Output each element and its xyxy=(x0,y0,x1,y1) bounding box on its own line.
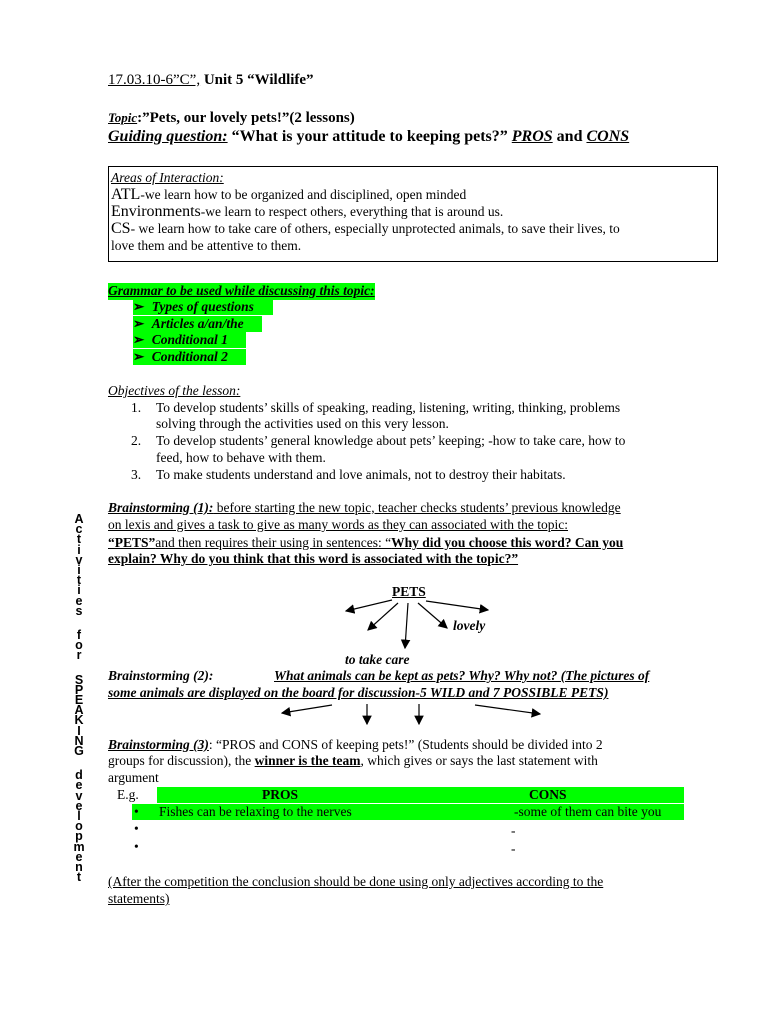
areas-atl-line xyxy=(111,186,715,203)
objective-line-2: solving through the activities used on this very lesson. xyxy=(156,416,449,431)
grammar-item xyxy=(133,316,262,332)
objectives-title: Objectives of the lesson: xyxy=(108,383,241,398)
env-key: Environments xyxy=(111,203,201,220)
header-unit: Unit 5 “Wildlife” xyxy=(200,72,314,88)
side-letter: P xyxy=(74,682,84,697)
brainstorm1-line4: explain? Why do you think that this word is associated with the topic?” xyxy=(108,551,519,566)
side-letter: o xyxy=(75,819,83,834)
topic-line xyxy=(108,110,355,127)
conclusion-line2: statements) xyxy=(108,891,170,906)
guiding-cons: CONS xyxy=(586,128,630,145)
header-line xyxy=(108,72,314,89)
bullet-icon: • xyxy=(134,821,139,836)
brainstorm1-question: Why did you choose this word? Can you xyxy=(391,535,624,550)
side-letter: K xyxy=(74,713,84,728)
con-item: - xyxy=(511,841,516,856)
diagram-to-take-care: to take care xyxy=(345,652,410,667)
cs-key: CS xyxy=(111,220,131,237)
brainstorm3-line3: argument xyxy=(108,770,159,785)
side-letter: e xyxy=(75,798,83,813)
cs-text-1: - we learn how to take care of others, especially unprotected animals, to save their lives, to xyxy=(130,221,620,236)
diagram-lovely: lovely xyxy=(453,618,486,633)
brainstorm3-winner: winner is the team xyxy=(254,753,361,768)
grammar-item xyxy=(133,299,273,315)
guiding-pros: PROS xyxy=(511,128,553,145)
arrow-bullet-icon: ➢ xyxy=(133,316,145,331)
side-letter: r xyxy=(76,648,82,663)
pro-item: Fishes can be relaxing to the nerves xyxy=(159,804,352,819)
bullet-icon: • xyxy=(134,804,139,819)
side-letter: S xyxy=(74,672,84,687)
brainstorm2-line1: What animals can be kept as pets? Why? Why not? (The pictures of xyxy=(274,668,650,683)
brainstorm3-text2c: , which gives or says the last statement with xyxy=(360,753,598,768)
objective-number: 3. xyxy=(131,467,142,482)
objective-number: 2. xyxy=(131,433,142,448)
grammar-title: Grammar to be used while discussing this topic: xyxy=(108,283,375,298)
grammar-item xyxy=(133,349,246,365)
side-letter: v xyxy=(75,788,83,803)
areas-title: Areas of Interaction: xyxy=(111,170,224,185)
brainstorm2-line2: some animals are displayed on the board for discussion-5 WILD and 7 POSSIBLE PETS) xyxy=(108,685,609,700)
grammar-item-label: Conditional 1 xyxy=(151,332,228,347)
side-letter: A xyxy=(74,703,84,718)
brainstorm1-pets: “PETS” xyxy=(108,535,156,550)
arrow-down-left xyxy=(368,603,398,630)
grammar-item-label: Types of questions xyxy=(151,299,254,314)
arrow-down xyxy=(405,603,408,648)
brainstorm3-line1 xyxy=(108,737,603,754)
objective-line-1: To make students understand and love animals, not to destroy their habitats. xyxy=(156,467,566,482)
guiding-and: and xyxy=(552,128,587,145)
side-letter: f xyxy=(76,628,82,643)
env-text: -we learn to respect others, everything that is around us. xyxy=(200,204,504,219)
side-letter: v xyxy=(75,552,83,567)
side-letter: i xyxy=(77,583,81,598)
side-letter: E xyxy=(74,693,84,708)
side-letter: l xyxy=(77,809,81,824)
side-letter: t xyxy=(76,870,82,885)
eg-label: E.g. xyxy=(117,787,139,802)
header-date: 17.03.10-6”C”, xyxy=(108,72,201,88)
arrow-right xyxy=(426,601,488,610)
grammar-item-label: Articles a/an/the xyxy=(151,316,244,331)
side-letter: N xyxy=(74,733,84,748)
side-letter: e xyxy=(75,778,83,793)
side-letter: I xyxy=(77,723,81,738)
side-letter: p xyxy=(75,829,83,844)
conclusion-line1: (After the competition the conclusion should be done using only adjectives according to the xyxy=(108,874,604,889)
side-letter: G xyxy=(74,744,84,759)
grammar-item-label: Conditional 2 xyxy=(151,349,228,364)
pros-cons-header xyxy=(157,787,684,803)
topic-label: Topic xyxy=(108,110,138,125)
objective-line-2: feed, how to behave with them. xyxy=(156,450,326,465)
brainstorm3-label: Brainstorming (3) xyxy=(108,737,209,752)
guiding-label: Guiding question: xyxy=(108,128,228,145)
areas-cs-line xyxy=(111,220,715,237)
arrow-bullet-icon: ➢ xyxy=(133,349,145,364)
cs-text-2: love them and be attentive to them. xyxy=(111,238,302,253)
side-letter: d xyxy=(75,768,83,783)
side-letter: i xyxy=(77,542,81,557)
pros-cons-row xyxy=(132,804,684,820)
atl-text: -we learn how to be organized and disciplined, open minded xyxy=(140,187,467,202)
side-letter: t xyxy=(76,573,82,588)
side-letter: e xyxy=(75,593,83,608)
areas-of-interaction-box xyxy=(108,166,718,262)
side-letter: s xyxy=(75,603,83,618)
bullet-icon: • xyxy=(134,839,139,854)
cons-heading: CONS xyxy=(529,787,567,802)
brainstorm1-line2: on lexis and gives a task to give as many words as they can associated with the topic: xyxy=(108,517,569,532)
arrow-left xyxy=(282,705,332,713)
brainstorm1-text3: and then requires their using in sentences: “ xyxy=(155,535,392,550)
brainstorm1-label: Brainstorming (1): xyxy=(108,500,214,515)
objective-line-1: To develop students’ general knowledge about pets’ keeping; -how to take care, how to xyxy=(156,433,626,448)
side-letter: A xyxy=(74,512,84,526)
guiding-question: “What is your attitude to keeping pets?” xyxy=(227,128,512,145)
pros-heading: PROS xyxy=(262,787,299,802)
brainstorm2-arrows xyxy=(270,700,550,730)
side-letter: e xyxy=(75,849,83,864)
side-letter: c xyxy=(75,522,83,537)
side-letter: i xyxy=(77,563,81,578)
diagram-center-pets: PETS xyxy=(392,584,426,599)
grammar-item xyxy=(133,332,246,348)
con-item: -some of them can bite you xyxy=(514,804,662,819)
arrow-bullet-icon: ➢ xyxy=(133,332,145,347)
objective-line-1: To develop students’ skills of speaking, reading, listening, writing, thinking, problems xyxy=(156,400,621,415)
brainstorm3-line2 xyxy=(108,753,598,770)
brainstorm1-line1 xyxy=(108,500,621,517)
brainstorm2-label: Brainstorming (2): xyxy=(108,668,214,683)
atl-key: ATL xyxy=(111,186,141,203)
topic-text: :”Pets, our lovely pets!”(2 lessons) xyxy=(137,110,355,126)
side-letter: t xyxy=(76,532,82,547)
brainstorm1-line3 xyxy=(108,535,623,552)
arrow-left xyxy=(346,600,392,611)
objective-number: 1. xyxy=(131,400,142,415)
areas-env-line xyxy=(111,203,715,220)
arrow-bullet-icon: ➢ xyxy=(133,299,145,314)
arrow-down-right xyxy=(418,603,447,628)
brainstorm3-text2a: groups for discussion), the xyxy=(108,753,255,768)
brainstorm1-text1: before starting the new topic, teacher checks students’ previous knowledge xyxy=(213,500,621,515)
side-letter: n xyxy=(75,860,83,875)
side-vertical-label xyxy=(70,514,88,883)
side-letter: m xyxy=(73,839,85,854)
brainstorm3-text1: : “PROS and CONS of keeping pets!” (Students should be divided into 2 xyxy=(208,737,603,752)
side-letter: o xyxy=(75,638,83,653)
con-item: - xyxy=(511,823,516,838)
arrow-right xyxy=(475,705,540,714)
guiding-question-line xyxy=(108,129,629,146)
